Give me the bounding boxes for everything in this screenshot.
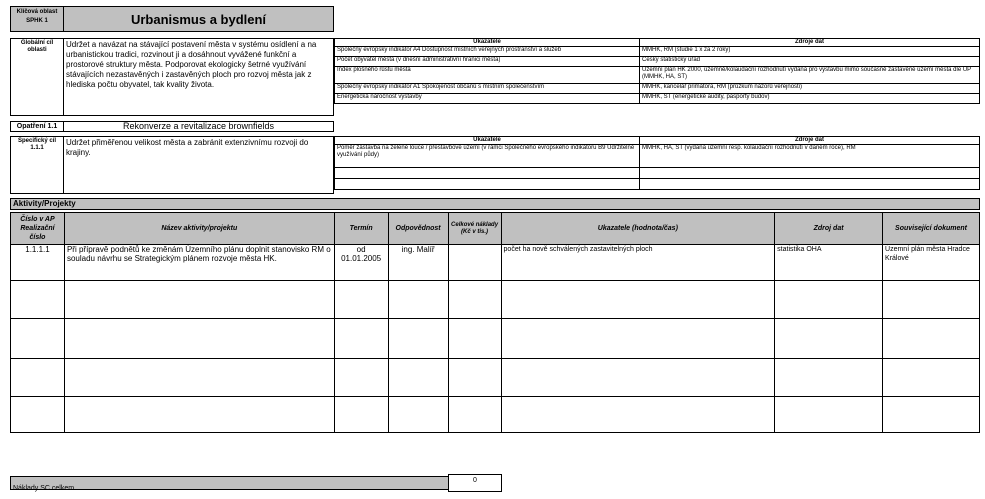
table-row	[11, 281, 980, 319]
activities-table	[10, 212, 980, 433]
activity-cost	[448, 245, 501, 281]
indicator-cell: Poměr zástavba na zelené louce / přestavbové území (v rámci Společného evropského indikátoru B9 Udržitelné využívání půdy)	[335, 145, 640, 168]
activity-responsibility: ing. Malíř	[388, 245, 448, 281]
indicator-cell: Počet obyvatel města (v dnešní administrativní hranici města)	[335, 57, 640, 67]
table-row	[335, 67, 980, 84]
source-cell: Územní plán HK 2000, územně/kolaudační rozhodnutí vydaná pro výstavbu mimo současně zastavěné území města dle ÚP (MMHK, HA, ST)	[640, 67, 980, 84]
source-cell	[640, 168, 980, 179]
global-goal-sources-header: Zdroje dat	[640, 39, 980, 47]
table-row	[335, 84, 980, 94]
indicator-cell: Index plošného růstu města	[335, 67, 640, 84]
global-goal-indicators-table	[334, 38, 980, 104]
activity-term: od 01.01.2005	[334, 245, 388, 281]
table-row	[11, 245, 980, 281]
table-row	[11, 397, 980, 433]
total-cost-value: 0	[448, 474, 502, 492]
specific-goal-text: Udržet přiměřenou velikost města a zabránit extenzivnímu rozvoji do krajiny.	[63, 136, 334, 194]
source-cell: MMHK, HA, ST (vydaná územní resp. kolaudační rozhodnutí v daném roce), RM	[640, 145, 980, 168]
col-header-indicators: Ukazatele (hodnota/čas)	[501, 213, 775, 245]
global-goal-indicators-header: Ukazatele	[335, 39, 640, 47]
table-row	[335, 47, 980, 57]
source-cell	[640, 179, 980, 190]
table-row	[335, 145, 980, 168]
col-header-responsibility: Odpovědnost	[388, 213, 448, 245]
source-cell: MMHK, kancelář primátora, RM (průzkum názorů veřejnosti)	[640, 84, 980, 94]
area-code-label: Klíčová oblast	[16, 9, 58, 15]
table-row	[335, 179, 980, 190]
activity-indicator: počet ha nově schválených zastavitelných ploch	[501, 245, 775, 281]
table-row	[11, 319, 980, 359]
col-header-source: Zdroj dat	[775, 213, 883, 245]
area-title-box	[63, 6, 334, 32]
specific-goal-indicators-header: Ukazatele	[335, 137, 640, 145]
col-header-number	[11, 213, 65, 245]
col-header-document: Související dokument	[883, 213, 980, 245]
activities-section-label: Aktivity/Projekty	[10, 198, 980, 210]
indicator-cell	[335, 179, 640, 190]
measure-title: Rekonverze a revitalizace brownfields	[63, 121, 334, 132]
col-header-number-line2: Realizační číslo	[20, 225, 55, 241]
table-row	[11, 359, 980, 397]
col-header-cost: Celkové náklady (Kč v tis.)	[448, 213, 501, 245]
activity-document: Územní plán města Hradce Králové	[883, 245, 980, 281]
indicator-cell: Energetická náročnost výstavby	[335, 94, 640, 104]
source-cell: MMHK, ST (energetické audity, pasporty budov)	[640, 94, 980, 104]
source-cell: MMHK, RM (studie 1 x za 2 roky)	[640, 47, 980, 57]
global-goal-text: Udržet a navázat na stávající postavení města v systému osídlení a na urbanistickou tradici, rozvinout ji a dosáhnout vyvážené funkční a prostorové struktury města. Podporovat ekologicky šetrné využívání stávajících nezastavěných i zastavěných ploch pro rozvoj města jak z hlediska počtu obyvatel, tak kvality života.	[63, 38, 334, 116]
area-code-box	[10, 6, 64, 32]
table-row	[335, 57, 980, 67]
specific-goal-indicators-table	[334, 136, 980, 190]
indicator-cell: Společný evropský indikátor A4 Dostupnost místních veřejných prostranství a služeb	[335, 47, 640, 57]
col-header-term: Termín	[334, 213, 388, 245]
source-cell: Český statistický úřad	[640, 57, 980, 67]
specific-goal-sources-header: Zdroje dat	[640, 137, 980, 145]
table-row	[335, 168, 980, 179]
page-title: Urbanismus a bydlení	[130, 11, 267, 27]
activity-name: Při přípravě podnětů ke změnám Územního plánu doplnit stanovisko RM o souladu návrhu se Strategickým plánem rozvoje města HK.	[64, 245, 334, 281]
indicator-cell: Společný evropský indikátor A1 Spokojenost občanů s místním společenstvím	[335, 84, 640, 94]
area-code-value: SPHK 1	[26, 18, 48, 24]
global-goal-label: Globální cíl oblasti	[20, 40, 54, 53]
total-cost-label-box	[10, 476, 449, 490]
table-row	[335, 94, 980, 104]
total-cost-label: Náklady SC celkem	[13, 485, 75, 492]
indicator-cell	[335, 168, 640, 179]
measure-label: Opatření 1.1	[10, 121, 64, 132]
specific-goal-label-box	[10, 136, 64, 194]
global-goal-label-box	[10, 38, 64, 116]
activity-number: 1.1.1.1	[11, 245, 65, 281]
col-header-number-line1: Číslo v AP	[20, 216, 55, 223]
specific-goal-label: Specifický cíl 1.1.1	[17, 138, 57, 151]
col-header-name: Název aktivity/projektu	[64, 213, 334, 245]
activity-source: statistika OHA	[775, 245, 883, 281]
